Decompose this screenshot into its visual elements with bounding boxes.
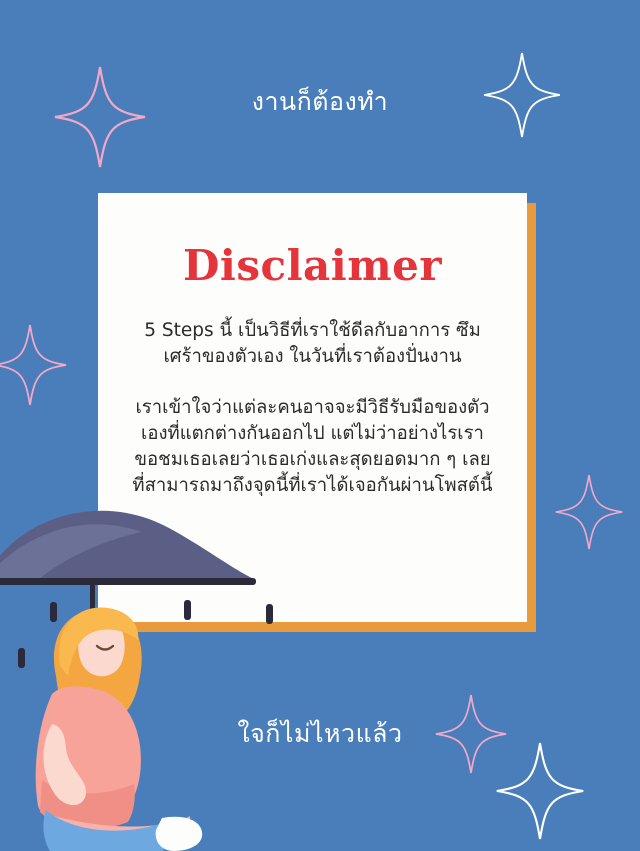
girl-under-umbrella-illustration — [0, 480, 294, 851]
sparkle-icon — [0, 320, 70, 410]
raindrop — [266, 604, 273, 624]
heading-bottom: ใจก็ไม่ไหวแล้ว — [237, 719, 403, 748]
sparkle-icon — [552, 470, 626, 554]
raindrop — [184, 600, 191, 620]
card-paragraph-2: เราเข้าใจว่าแต่ละคนอาจจะมีวิธีรับมือของตัวเองที่แตกต่างกันออกไป แต่ไม่ว่าอย่างไรเราขอชมเธอเลยว่าเธอเก่งและสุดยอดมาก ๆ เลย ที่สามารถมาถึงจุดนี้ที่เราได้เจอกันผ่านโพสต์นี้ — [132, 396, 493, 497]
card-title: Disclaimer — [182, 241, 442, 290]
heading-top: งานก็ต้องทำ — [251, 87, 389, 116]
raindrop — [18, 648, 25, 668]
raindrop — [50, 602, 57, 622]
card-paragraph-1: 5 Steps นี้ เป็นวิธีที่เราใช้ดีลกับอาการ ซึมเศร้าของตัวเอง ในวันที่เราต้องปั่นงาน — [144, 320, 481, 368]
